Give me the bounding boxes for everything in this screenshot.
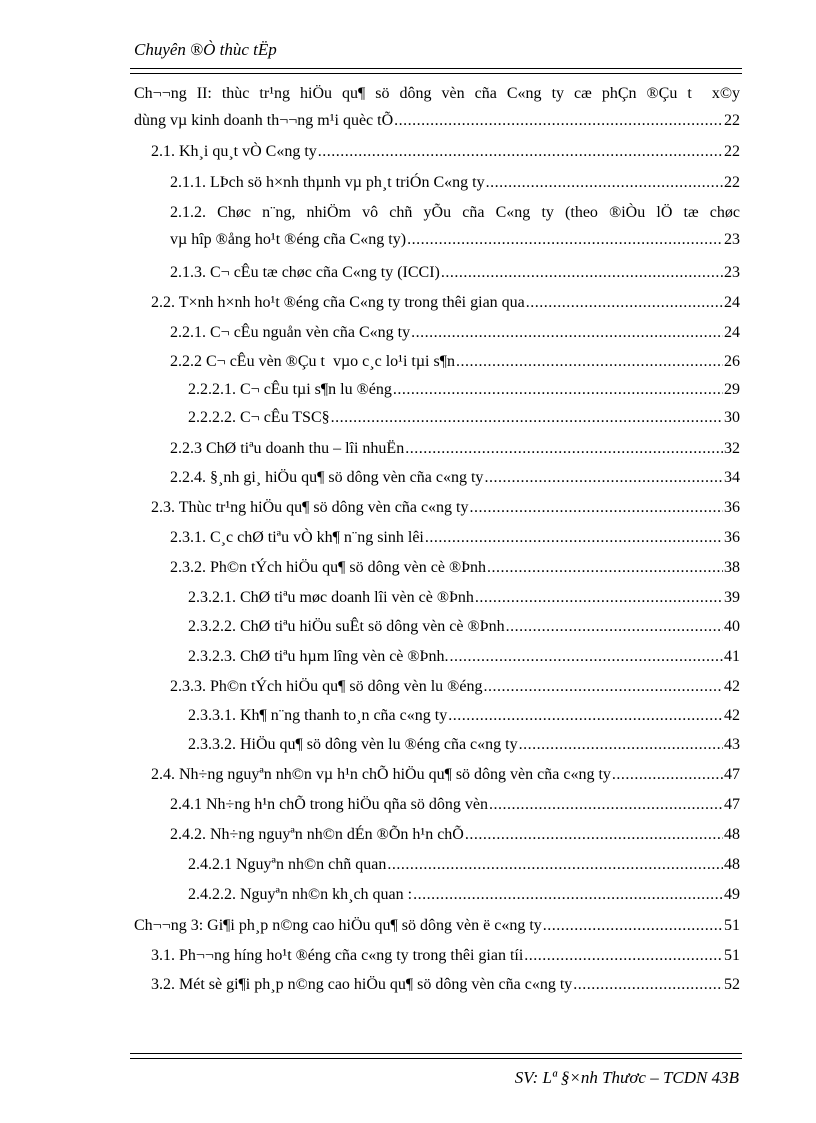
page-footer: SV: Lª §×nh Thươc – TCDN 43B <box>514 1068 739 1087</box>
toc-page-number: 36 <box>724 529 740 546</box>
toc-entry <box>170 795 740 815</box>
toc-page-number: 51 <box>724 947 740 964</box>
toc-entry-text: Ch¬¬ng 3: Gi¶i ph¸p n©ng cao hiÖu qu¶ sö dông vèn ë c«ng ty <box>134 917 542 934</box>
toc-entry-text: 2.3.2.3. ChØ tiªu hµm lîng vèn cè ®Þnh. <box>188 648 449 665</box>
toc-page-number: 43 <box>724 736 740 753</box>
toc-entry <box>188 647 740 667</box>
toc-entry-text: 2.2.2.1. C¬ cÊu tµi s¶n lu ®éng <box>188 381 392 398</box>
toc-leader-dots <box>573 975 723 995</box>
toc-leader-dots <box>425 528 723 548</box>
toc-entry <box>170 352 740 372</box>
toc-entry <box>188 885 740 905</box>
toc-entry <box>170 439 740 459</box>
toc-entry <box>134 84 740 131</box>
toc-leader-dots <box>486 173 723 193</box>
toc-leader-dots <box>526 293 723 313</box>
toc-entry-text-line1: 2.1.2. Chøc n¨ng, nhiÖm vô chñ yÕu cña C«ng ty (theo ®iÒu lÖ tæ chøc <box>170 204 740 221</box>
toc-leader-dots <box>413 885 723 905</box>
toc-entry-text: 2.3.2.1. ChØ tiªu møc doanh lîi vèn cè ®Þnh <box>188 589 474 606</box>
toc-entry-text: 2.3.3.2. HiÖu qu¶ sö dông vèn lu ®éng cña c«ng ty <box>188 736 518 753</box>
toc-entry-text: 2.3.1. C¸c chØ tiªu vÒ kh¶ n¨ng sinh lêi <box>170 529 424 546</box>
toc-leader-dots <box>469 498 723 518</box>
toc-entry <box>188 588 740 608</box>
toc-entry <box>188 855 740 875</box>
toc-entry <box>151 765 740 785</box>
toc-entry <box>151 975 740 995</box>
toc-leader-dots <box>475 588 723 608</box>
toc-entry <box>151 142 740 162</box>
toc-entry <box>151 293 740 313</box>
toc-entry <box>170 825 740 845</box>
toc-entry-text: 2.4.2. Nh÷ng nguyªn nh©n dÉn ®Õn h¹n chÕ <box>170 826 464 843</box>
toc-leader-dots <box>393 380 723 400</box>
toc-page-number: 34 <box>724 469 740 486</box>
toc-page-number: 52 <box>724 976 740 993</box>
toc-entry-text: 2.2.2 C¬ cÊu vèn ®Çu t vµo c¸c lo¹i tµi s¶n <box>170 353 455 370</box>
toc-page-number: 29 <box>724 381 740 398</box>
toc-entry <box>188 706 740 726</box>
toc-entry <box>151 498 740 518</box>
toc-leader-dots <box>519 735 723 755</box>
toc-entry <box>170 528 740 548</box>
toc-entry-text: 2.3.2.2. ChØ tiªu hiÖu suÊt sö dông vèn cè ®Þnh <box>188 618 505 635</box>
toc-page-number: 42 <box>724 707 740 724</box>
toc-entry-text: 2.4.2.1 Nguyªn nh©n chñ quan <box>188 856 387 873</box>
toc-entry-text: 2.4.2.2. Nguyªn nh©n kh¸ch quan : <box>188 886 413 903</box>
header-rule <box>130 73 742 74</box>
toc-leader-dots <box>394 111 723 131</box>
toc-leader-dots <box>543 916 723 936</box>
toc-leader-dots <box>449 647 723 667</box>
toc-entry <box>188 617 740 637</box>
toc-entry-text: 2.3.3. Ph©n tÝch hiÖu qu¶ sö dông vèn lu ®éng <box>170 678 483 695</box>
toc-page-number: 36 <box>724 499 740 516</box>
toc-entry-text-line1: Ch¬¬ng II: thùc tr¹ng hiÖu qu¶ sö dông vèn cña C«ng ty cæ phÇn ®Çu t x©y <box>134 85 740 102</box>
toc-entry <box>170 173 740 193</box>
toc-entry <box>188 408 740 428</box>
toc-leader-dots <box>487 558 723 578</box>
toc-page-number: 48 <box>724 826 740 843</box>
toc-entry-text: vµ hîp ®ång ho¹t ®éng cña C«ng ty) <box>170 231 407 248</box>
toc-entry <box>170 323 740 343</box>
toc-entry <box>188 380 740 400</box>
toc-entry <box>134 916 740 936</box>
toc-entry-text: 2.3. Thùc tr¹ng hiÖu qu¶ sö dông vèn cña c«ng ty <box>151 499 469 516</box>
toc-page-number: 23 <box>724 264 740 281</box>
toc-page-number: 42 <box>724 678 740 695</box>
toc-leader-dots <box>411 323 723 343</box>
toc-page-number: 32 <box>724 440 740 457</box>
toc-entry-text: 2.1. Kh¸i qu¸t vÒ C«ng ty <box>151 143 317 160</box>
toc-leader-dots <box>612 765 723 785</box>
toc-page-number: 47 <box>724 766 740 783</box>
toc-page-number: 22 <box>724 143 740 160</box>
toc-leader-dots <box>456 352 723 372</box>
toc-entry <box>170 203 740 250</box>
toc-entry-text: 2.2.2.2. C¬ cÊu TSC§ <box>188 409 330 426</box>
toc-entry <box>170 468 740 488</box>
toc-entry-text: 2.2.3 ChØ tiªu doanh thu – lîi nhuËn <box>170 440 405 457</box>
toc-entry-text: 2.4. Nh÷ng nguyªn nh©n vµ h¹n chÕ hiÖu qu¶ sö dông vèn cña c«ng ty <box>151 766 611 783</box>
toc-entry <box>188 735 740 755</box>
toc-entry <box>170 263 740 283</box>
toc-entry <box>170 558 740 578</box>
toc-page-number: 26 <box>724 353 740 370</box>
toc-leader-dots <box>318 142 723 162</box>
toc-leader-dots <box>405 439 723 459</box>
toc-leader-dots <box>484 468 723 488</box>
toc-entry-text: 2.4.1 Nh÷ng h¹n chÕ trong hiÖu qña sö dông vèn <box>170 796 488 813</box>
toc-leader-dots <box>524 946 723 966</box>
toc-entry-text: 3.1. Ph¬¬ng híng ho¹t ®éng cña c«ng ty trong thêi gian tíi <box>151 947 524 964</box>
toc-page-number: 48 <box>724 856 740 873</box>
toc-entry-text: 2.1.1. LÞch sö h×nh thµnh vµ ph¸t triÓn C«ng ty <box>170 174 485 191</box>
toc-leader-dots <box>483 677 723 697</box>
toc-page-number: 22 <box>724 174 740 191</box>
toc-page-number: 24 <box>724 324 740 341</box>
toc-leader-dots <box>448 706 723 726</box>
toc-page-number: 47 <box>724 796 740 813</box>
toc-page-number: 41 <box>724 648 740 665</box>
toc-leader-dots <box>465 825 723 845</box>
toc-page-number: 39 <box>724 589 740 606</box>
toc-entry-text: 3.2. Mét sè gi¶i ph¸p n©ng cao hiÖu qu¶ sö dông vèn cña c«ng ty <box>151 976 573 993</box>
toc-entry-text: 2.2. T×nh h×nh ho¹t ®éng cña C«ng ty trong thêi gian qua <box>151 294 525 311</box>
toc-page-number: 23 <box>724 231 740 248</box>
toc-leader-dots <box>387 855 723 875</box>
toc-leader-dots <box>331 408 723 428</box>
toc-leader-dots <box>506 617 723 637</box>
toc-entry-text: 2.2.4. §¸nh gi¸ hiÖu qu¶ sö dông vèn cña c«ng ty <box>170 469 484 486</box>
toc-page-number: 51 <box>724 917 740 934</box>
header-rule <box>130 68 742 69</box>
toc-entry-text: 2.3.2. Ph©n tÝch hiÖu qu¶ sö dông vèn cè ®Þnh <box>170 559 486 576</box>
toc-page-number: 24 <box>724 294 740 311</box>
toc-entry-text: 2.1.3. C¬ cÊu tæ chøc cña C«ng ty (ICCI) <box>170 264 440 281</box>
page-header: Chuyên ®Ò thùc tËp <box>134 40 277 59</box>
toc-leader-dots <box>489 795 723 815</box>
toc-page-number: 40 <box>724 618 740 635</box>
toc-leader-dots <box>441 263 723 283</box>
footer-rule <box>130 1058 742 1059</box>
toc-entry-text: 2.2.1. C¬ cÊu nguån vèn cña C«ng ty <box>170 324 411 341</box>
toc-entry <box>170 677 740 697</box>
toc-entry-text: dùng vµ kinh doanh th¬¬ng m¹i quèc tÕ <box>134 112 394 129</box>
toc-leader-dots <box>407 230 723 250</box>
toc-entry <box>151 946 740 966</box>
toc-page-number: 49 <box>724 886 740 903</box>
toc-page-number: 22 <box>724 112 740 129</box>
toc-page-number: 30 <box>724 409 740 426</box>
toc-entry-text: 2.3.3.1. Kh¶ n¨ng thanh to¸n cña c«ng ty <box>188 707 448 724</box>
footer-rule <box>130 1053 742 1054</box>
toc-page-number: 38 <box>724 559 740 576</box>
